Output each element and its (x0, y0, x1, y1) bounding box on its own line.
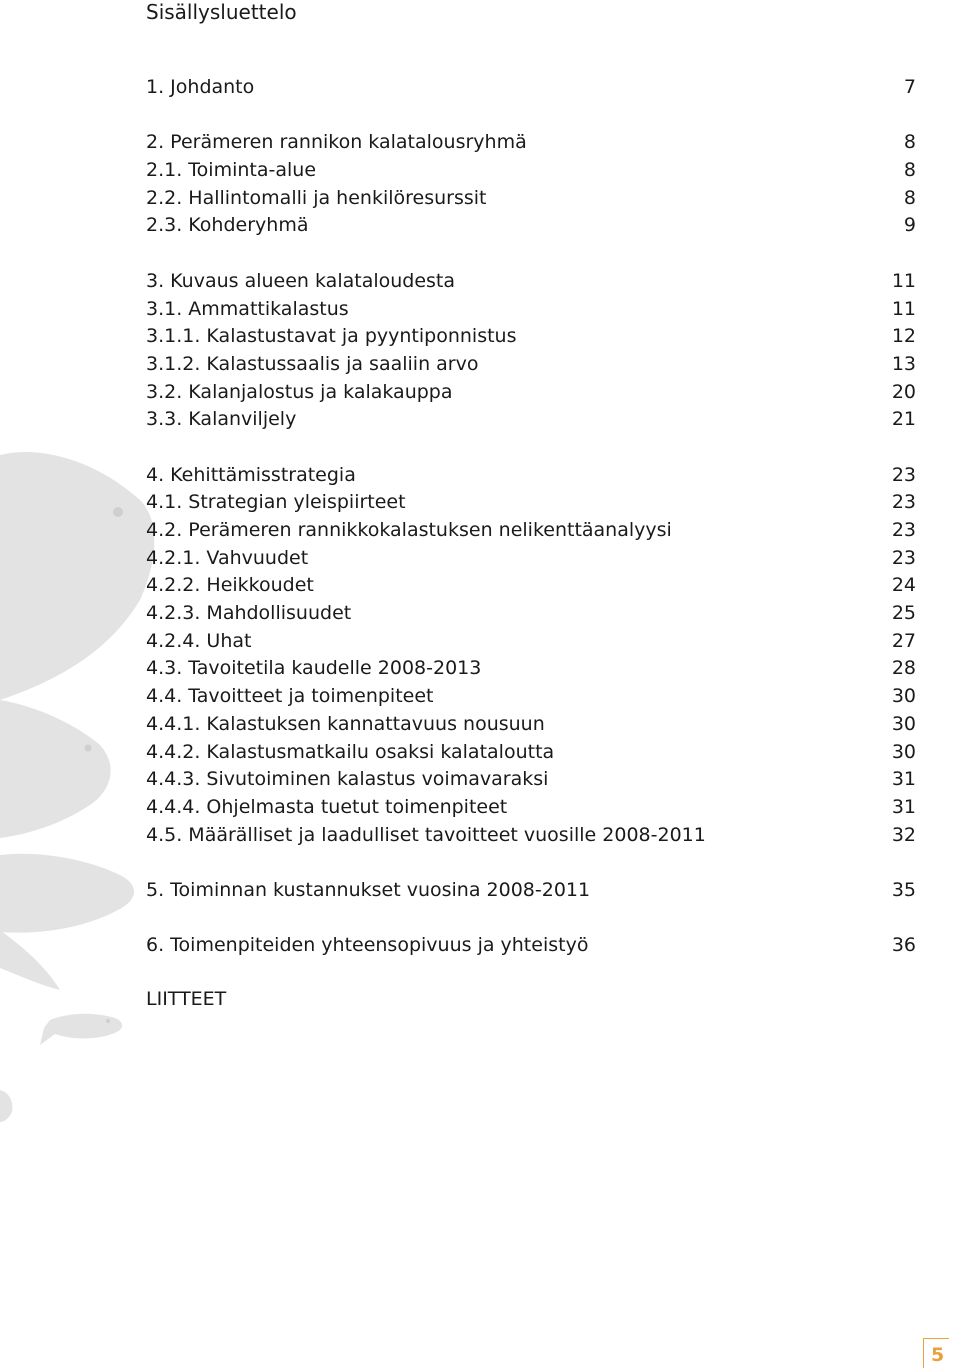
toc-entry-label: 3.1. Ammattikalastus (146, 297, 349, 320)
toc-entry-page: 12 (891, 325, 916, 348)
toc-entry[interactable] (146, 600, 916, 628)
appendix-heading: LIITTEET (146, 988, 227, 1010)
toc-entry-page: 25 (891, 602, 916, 625)
toc-entry[interactable] (146, 794, 916, 822)
toc-entry-label: 4.4.3. Sivutoiminen kalastus voimavaraksi (146, 768, 549, 791)
toc-entry-page: 11 (891, 297, 916, 320)
toc-entry-page: 30 (891, 685, 916, 708)
toc-entry-page: 13 (891, 352, 916, 375)
toc-entry-label: 3.1.1. Kalastustavat ja pyyntiponnistus (146, 325, 517, 348)
toc-entry-page: 31 (891, 768, 916, 791)
toc-entry-label: 4.2.1. Vahvuudet (146, 546, 309, 569)
toc-entry-page: 11 (891, 269, 916, 292)
toc-entry-label: 1. Johdanto (146, 76, 255, 98)
toc-entry-label: 2.3. Kohderyhmä (146, 214, 309, 237)
toc-entry-page: 30 (891, 712, 916, 735)
toc-entry-label: 4.4.2. Kalastusmatkailu osaksi kalataloutta (146, 740, 555, 763)
toc-entry[interactable] (146, 74, 916, 102)
toc-entry-label: 4.2.4. Uhat (146, 629, 252, 652)
toc-entry-label: 2.1. Toiminta-alue (146, 159, 317, 182)
toc-entry-label: 3.1.2. Kalastussaalis ja saaliin arvo (146, 352, 479, 375)
toc-entry-page: 8 (903, 131, 916, 154)
toc-entry-label: 4.3. Tavoitetila kaudelle 2008-2013 (146, 657, 482, 680)
fish-eye-icon (113, 507, 123, 517)
toc-entry[interactable] (146, 683, 916, 711)
toc-entry[interactable] (146, 129, 916, 157)
toc-entry-label: 3. Kuvaus alueen kalataloudesta (146, 269, 456, 292)
toc-entry-label: 5. Toiminnan kustannukset vuosina 2008-2011 (146, 878, 591, 901)
toc-entry[interactable] (146, 323, 916, 351)
toc-entry[interactable] (146, 185, 916, 213)
toc-entry-label: 4.5. Määrälliset ja laadulliset tavoitteet vuosille 2008-2011 (146, 823, 706, 846)
toc-entry-label: 2. Perämeren rannikon kalatalousryhmä (146, 131, 527, 154)
toc-entry-label: 4.1. Strategian yleispiirteet (146, 491, 406, 514)
toc-entry[interactable] (146, 545, 916, 573)
toc-entry-page: 35 (891, 878, 916, 901)
toc-entry[interactable] (146, 572, 916, 600)
toc-entry-page: 32 (891, 823, 916, 846)
toc-entry-page: 7 (903, 76, 916, 98)
toc-entry[interactable] (146, 379, 916, 407)
toc-entry-page: 23 (891, 463, 916, 486)
toc-entry[interactable] (146, 406, 916, 434)
toc-entry[interactable] (146, 739, 916, 767)
toc-entry-label: 4.2.2. Heikkoudet (146, 574, 314, 597)
table-of-contents (146, 74, 916, 960)
toc-entry-label: 6. Toimenpiteiden yhteensopivuus ja yhteistyö (146, 934, 589, 957)
toc-entry-page: 8 (903, 186, 916, 209)
toc-entry-page: 28 (891, 657, 916, 680)
toc-entry[interactable] (146, 351, 916, 379)
toc-entry[interactable] (146, 489, 916, 517)
toc-entry-page: 36 (891, 934, 916, 957)
toc-entry[interactable] (146, 628, 916, 656)
toc-entry-page: 24 (891, 574, 916, 597)
toc-entry-page: 8 (903, 159, 916, 182)
toc-entry-label: 3.3. Kalanviljely (146, 408, 297, 431)
toc-entry-page: 23 (891, 546, 916, 569)
toc-entry[interactable] (146, 711, 916, 739)
toc-entry-page: 23 (891, 519, 916, 541)
toc-entry[interactable] (146, 822, 916, 850)
toc-entry-label: 4.4. Tavoitteet ja toimenpiteet (146, 685, 434, 708)
toc-entry[interactable] (146, 932, 916, 960)
toc-entry[interactable] (146, 655, 916, 683)
toc-entry-page: 20 (891, 380, 916, 403)
toc-entry-label: 4. Kehittämisstrategia (146, 463, 356, 486)
toc-entry-page: 21 (891, 408, 916, 431)
toc-entry-page: 9 (903, 214, 916, 237)
toc-entry[interactable] (146, 517, 916, 545)
page-number: 5 (931, 1344, 945, 1366)
toc-entry-page: 30 (891, 740, 916, 763)
toc-entry-label: 4.4.4. Ohjelmasta tuetut toimenpiteet (146, 795, 508, 818)
toc-entry[interactable] (146, 157, 916, 185)
toc-entry-page: 27 (891, 629, 916, 652)
toc-entry-label: 4.4.1. Kalastuksen kannattavuus nousuun (146, 712, 545, 735)
toc-entry-page: 23 (891, 491, 916, 514)
toc-entry-label: 2.2. Hallintomalli ja henkilöresurssit (146, 186, 487, 209)
toc-entry[interactable] (146, 268, 916, 296)
toc-entry-label: 3.2. Kalanjalostus ja kalakauppa (146, 380, 453, 403)
toc-entry[interactable] (146, 296, 916, 324)
toc-entry-label: 4.2.3. Mahdollisuudet (146, 602, 352, 625)
toc-entry[interactable] (146, 766, 916, 794)
toc-entry[interactable] (146, 462, 916, 490)
toc-entry-label: 4.2. Perämeren rannikkokalastuksen nelikenttäanalyysi (146, 519, 672, 541)
toc-entry[interactable] (146, 212, 916, 240)
toc-entry[interactable] (146, 877, 916, 905)
toc-entry-page: 31 (891, 795, 916, 818)
page-title: Sisällysluettelo (146, 0, 297, 24)
